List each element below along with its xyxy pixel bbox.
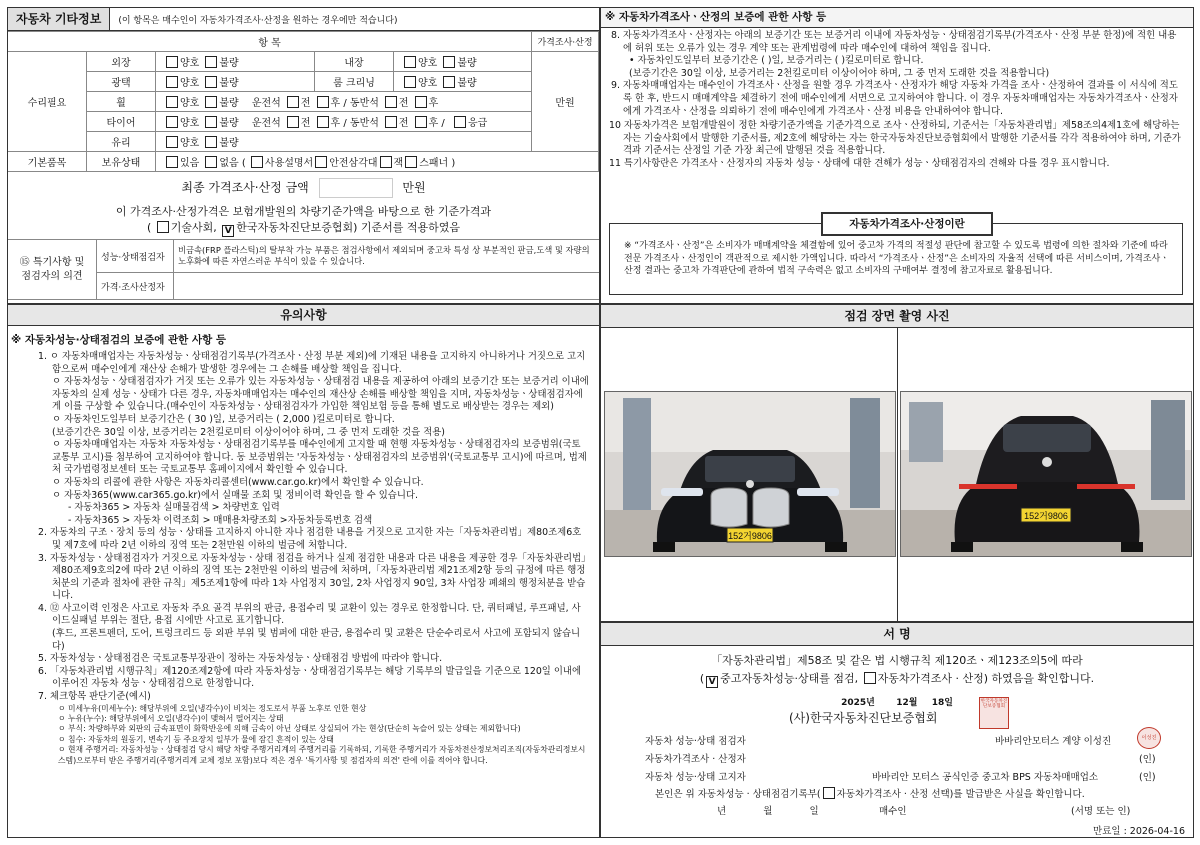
criteria-item: ㅇ 부식: 차량하부와 외판의 금속표면이 화학반응에 의해 금속이 아닌 상태로 상실되어 가는 현상(단순히 녹슬어 있는 상태는 제외합니다)	[58, 724, 521, 734]
notes-subtitle: ※ 자동차성능·상태점검의 보증에 관한 사항 등	[11, 334, 227, 346]
checkbox-bad[interactable]	[205, 136, 217, 148]
row-label-room-cleaning: 룸 크리닝	[315, 72, 394, 92]
note-item: 1. ㅇ 자동차매매업자는 자동차성능ㆍ상태점검기록부(가격조사ㆍ산정 부분 제외)에 기재된 내용을 고지하지 아니하거나 거짓으로 고지함으로써 매수인에게 재산상 손해가 발생한 경우에는 그 손해를 배상할 책임을 집니다.	[38, 351, 586, 375]
sign-date: 년 월 일	[717, 806, 819, 817]
section-header	[8, 8, 599, 31]
rear-plate-text: 152거9806	[1024, 511, 1068, 521]
checkbox-emergency[interactable]	[454, 116, 466, 128]
paragraph-8c: (보증기간은 30일 이상, 보증거리는 2천킬로미터 이상이어야 하며, 그 중 먼저 도래한 것을 적용합니다)	[629, 67, 1050, 79]
checkbox-bad[interactable]	[205, 96, 217, 108]
signature-section	[600, 622, 1194, 838]
criteria-item: ㅇ 미세누유(미세누수): 해당부위에 오일(냉각수)이 비치는 정도로서 부품 노후로 인한 현상	[58, 703, 367, 713]
final-price-label: 최종 가격조사·산정 금액	[181, 180, 309, 195]
price-guarantee-text	[601, 28, 1193, 171]
checkbox-rear[interactable]	[415, 116, 427, 128]
note-item: - 자동차365 > 자동차 실매물검색 > 차량번호 입력	[68, 502, 280, 514]
notes-list	[8, 347, 599, 766]
criteria-list	[52, 704, 589, 766]
checkbox-jack[interactable]	[380, 156, 392, 168]
paragraph-9: 9. 자동차매매업자는 매수인이 가격조사ㆍ산정을 원할 경우 가격조사ㆍ산정자가 해당 자동차 가격을 조사ㆍ산정하여 결과를 이 서식에 적도록 한 후, 반드시 매매계약을 체결하기 전에 매수인에게 서면으로 고지하여야 합니다. 이 경우 자동차매매업자는 자동차가격조사ㆍ산정자에게 가격조사ㆍ산정을 의뢰하기 전에 매수인에게 가격조사ㆍ산정 비용을 안내하여야 합니다.	[611, 80, 1178, 117]
note-item: - 자동차365 > 자동차 이력조회 > 매매용차량조회 >자동차등록번호 검색	[68, 514, 373, 526]
section-note: (이 항목은 매수인이 자동차가격조사·산정을 원하는 경우에만 적습니다)	[118, 15, 398, 26]
front-car-illustration	[605, 392, 895, 556]
col-item-header: 항 목	[8, 32, 532, 52]
note-item: 3. 자동차성능ㆍ상태점검자가 거짓으로 자동차성능ㆍ상태 점검을 하거나 실제 점검한 내용과 다른 내용을 제공한 경우「자동차관리법」제80조제9호의2에 따라 2년 이하의 징역 또는 2천만원 이하의 벌금에 처하며,「자동차관리법 제21조제2항 등의 규정에 따른 행정처분의 기준과 절차에 관한 규칙」제5조제1항에 따라 1차 사업정지 30일, 2차 사업정지 90일, 3차 사업장 폐쇄의 행정처분을 받습니다.	[38, 552, 586, 602]
issuing-organization: (사)한국자동차진단보증협회	[789, 711, 938, 725]
repair-label: 수리필요	[8, 52, 87, 152]
expiry-date: 만료일 : 2026-04-16	[1093, 826, 1185, 837]
note-item: 6. 「자동차관리법 시행규칙」제120조제2항에 따라 자동차성능ㆍ상태점검기록부는 해당 기록부의 발급일을 기준으로 120일 이내에 이루어진 자동차 성능ㆍ상태점검으로 한정합니다.	[38, 665, 582, 690]
rear-car-illustration	[901, 392, 1191, 556]
confirmation-line: ( V 중고자동차성능·상태를 점검, 자동차가격조사 · 산정) 하였음을 확인합니다.	[699, 672, 1095, 687]
note-item: ㅇ 자동차의 리콜에 관한 사항은 자동차리콜센터(www.car.go.kr)에서 확인할 수 있습니다.	[52, 476, 424, 488]
checkbox-manual[interactable]	[251, 156, 263, 168]
row-label-gloss: 광택	[87, 72, 156, 92]
photos-title: 점검 장면 촬영 사진	[601, 305, 1193, 328]
issue-day: 18일	[931, 698, 953, 708]
final-price-row	[8, 178, 599, 198]
checkbox-price-check[interactable]	[864, 672, 876, 684]
basis-text: 이 가격조사·산정가격은 보험개발원의 차량기준가액을 바탕으로 한 기준가격과 ( 기술사회, V 한국자동차진단보증협회) 기준서를 적용하였음	[115, 205, 492, 236]
signature-title: 서 명	[601, 623, 1193, 646]
front-plate-text: 152거9806	[728, 531, 772, 541]
price-unit: 만원	[532, 52, 599, 152]
section-title: 자동차 기타정보	[8, 8, 110, 30]
note-item: 7. 체크항목 판단기준(예시)	[38, 691, 151, 703]
notifier-label: 자동차 성능·상태 고지자	[645, 772, 746, 783]
checkbox-rear[interactable]	[317, 116, 329, 128]
checkbox-bad[interactable]	[205, 56, 217, 68]
rear-car-photo	[900, 391, 1192, 557]
price-assessor-seal: (인)	[1139, 754, 1156, 765]
note-item: 5. 자동차성능ㆍ상태점검은 국토교통부장관이 정하는 자동차성능ㆍ상태점검 방법에 따라야 합니다.	[38, 653, 443, 665]
checkbox-good[interactable]	[166, 116, 178, 128]
issue-date	[601, 695, 1193, 708]
checkbox-good[interactable]	[166, 76, 178, 88]
price-definition-text: ※ “가격조사ㆍ산정”은 소비자가 매매계약을 체결함에 있어 중고차 가격의 적절성 판단에 참고할 수 있도록 법령에 의한 절차와 기준에 따라 전문 가격조사ㆍ산정인이 객관적으로 제시한 가액입니다. 따라서 “가격조사ㆍ산정”은 소비자의 자율적 선택에 따른 서비스이며, 가격조사ㆍ산정 결과는 중고차 가격판단에 관하여 법적 구속력은 없고 소비자의 구매여부 결정에 참고자료로 활용됩니다.	[624, 241, 1169, 276]
photos-section	[600, 304, 1194, 622]
criteria-item: ㅇ 누유(누수): 해당부위에서 오일(냉각수)이 맺혀서 떨어지는 상태	[58, 714, 284, 724]
checkbox-good[interactable]	[404, 76, 416, 88]
paragraph-11: 11 특기사항란은 가격조사ㆍ산정자의 자동차 성능ㆍ상태에 대한 견해가 성능ㆍ상태점검자의 견해와 다를 경우 표시합니다.	[609, 157, 1110, 169]
checkbox-good[interactable]	[404, 56, 416, 68]
row-label-tire: 타이어	[87, 112, 156, 132]
note-item: (후드, 프론트펜더, 도어, 트렁크리드 등 외판 부위 및 범퍼에 대한 판금, 용접수리 및 교환은 단순수리로서 사고에 포함되지 않습니다)	[52, 628, 581, 652]
checkbox-receipt-price[interactable]	[823, 787, 835, 799]
notes-title: 유의사항	[8, 305, 599, 326]
price-inspector-label: 가격·조사산정자	[97, 273, 174, 300]
notifier-seal: (인)	[1139, 772, 1156, 783]
buyer-signature-field[interactable]: (서명 또는 인)	[1071, 806, 1131, 817]
checkbox-spanner[interactable]	[405, 156, 417, 168]
note-item: (보증기간은 30일 이상, 보증거리는 2천킬로미터 이상이어야 하며, 그 중 먼저 도래한 것을 적용)	[52, 426, 445, 438]
checkbox-good[interactable]	[166, 56, 178, 68]
photo-divider	[897, 327, 898, 622]
buyer-label: 매수인	[879, 806, 907, 817]
perf-inspector-label: 성능·상태점검자	[97, 240, 174, 273]
criteria-item: ㅇ 침수: 자동차의 원동기, 변속기 등 주요장치 일부가 물에 잠긴 흔적이 있는 상태	[58, 734, 334, 744]
paragraph-8b: • 자동차인도일부터 보증기간은 ( )일, 보증거리는 ( )킬로미터로 합니다.	[629, 55, 924, 67]
front-car-photo	[604, 391, 896, 557]
notifier-name: 바바리안 모터스 공식인증 중고차 BPS 자동차매매업소	[872, 772, 1099, 783]
price-definition-title: 자동차가격조사·산정이란	[821, 212, 993, 236]
basic-items-label: 기본품목	[8, 152, 87, 172]
criteria-item: ㅇ 현재 주행거리: 자동차성능ㆍ상태점검 당시 해당 차량 주행거리계의 주행거리를 기록하되, 기록한 주행거리가 자동차전산정보처리조직(자동차관리정보시스템)으로부터 받은 주행거리(주행거리계 교체 정보 포함)보다 적은 경우 '특기사항 및 점검자의 의견' 란에 이를 적어야 합니다.	[58, 745, 586, 765]
checkbox-bad[interactable]	[205, 116, 217, 128]
repair-table: 항 목 가격조사·산정 수리필요 외장 양호 불량 내장 양호 불량 만원 광택 양호 불량 룸 크리닝 양호 불량 휠 양호 불량 운전석 전 후 / 동반석 전 후 타이어 양호 불량 운전석 전 후 / 동반석 전 후 / 응급 유리 양호 불량 기본품목 보유상태 있음 없음 ( 사용설명서 안전삼각대 잭 스패너 )	[7, 31, 599, 172]
checkbox-tech-society[interactable]	[157, 221, 169, 233]
checkbox-front[interactable]	[385, 96, 397, 108]
checkbox-none[interactable]	[205, 156, 217, 168]
price-guarantee-section	[600, 7, 1194, 304]
note-item: ㅇ 자동차인도일부터 보증기간은 ( 30 )일, 보증거리는 ( 2,000 )킬로미터로 합니다.	[52, 413, 395, 425]
issue-year: 2025년	[841, 698, 875, 708]
checkbox-bad[interactable]	[443, 56, 455, 68]
receipt-statement: 본인은 위 자동차성능 · 상태점검기록부( 자동차가격조사 · 산정 선택)를 발급받은 사실을 확인합니다.	[655, 789, 1085, 800]
note-item: ㅇ 자동차성능ㆍ상태점검자가 거짓 또는 오류가 있는 자동차성능ㆍ상태점검 내용을 제공하여 아래의 보증기간 또는 보증거리 이내에 자동차의 실제 성능ㆍ상태가 다른 경우, 자동차매매업자는 매수인의 재산상 손해를 배상할 책임을 지며, 자동차성능ㆍ상태점검자에게 이를 구상할 수 있습니다.(매수인이 자동차성능ㆍ상태점검자가 가입한 책임보험 등을 통해 별도로 배상받는 경우는 제외)	[52, 376, 589, 413]
row-label-interior: 내장	[315, 52, 394, 72]
issue-month: 12월	[896, 698, 918, 708]
vehicle-other-info-section	[7, 7, 600, 304]
perf-inspector-opinion: 비금속(FRP 플라스틱)의 탈부착 가능 부품은 점검사항에서 제외되며 중고차 특성 상 부분적인 판금,도색 및 자량의 노후화에 따른 자연스러운 부식이 있을 수 있습니다.	[174, 240, 601, 273]
checkbox-bad[interactable]	[443, 76, 455, 88]
checkbox-kaa[interactable]: V	[222, 225, 234, 237]
checkbox-bad[interactable]	[205, 76, 217, 88]
checkbox-triangle[interactable]	[315, 156, 327, 168]
price-inspector-opinion[interactable]	[174, 273, 601, 300]
checkbox-rear[interactable]	[415, 96, 427, 108]
final-price-unit: 만원	[402, 180, 426, 195]
notes-section	[7, 304, 600, 838]
checkbox-front[interactable]	[287, 96, 299, 108]
checkbox-performance-check[interactable]: V	[706, 676, 718, 688]
price-assessor-label: 자동차가격조사 · 산정자	[645, 754, 746, 765]
checkbox-rear[interactable]	[317, 96, 329, 108]
row-label-exterior: 외장	[87, 52, 156, 72]
legal-basis-line: 「자동차관리법」제58조 및 같은 법 시행규칙 제120조ㆍ제123조의5에 따라	[711, 654, 1083, 667]
inspector-name: 바바리안모터스 계양 이성진	[995, 736, 1112, 747]
special-notes-table	[7, 239, 600, 300]
row-label-glass: 유리	[87, 132, 156, 152]
final-price-input[interactable]	[319, 178, 393, 198]
inspector-seal: 이성진	[1137, 727, 1161, 749]
section-title: ※ 자동차가격조사ㆍ산정의 보증에 관한 사항 등	[601, 8, 1193, 28]
checkbox-good[interactable]	[166, 136, 178, 148]
special-notes-label: ⑮ 특기사항 및 점검자의 의견	[8, 240, 97, 300]
possession-label: 보유상태	[87, 152, 156, 172]
note-item: 4. ⑫ 사고이력 인정은 사고로 자동차 주요 골격 부위의 판금, 용접수리 및 교환이 있는 경우로 한정합니다. 단, 쿼터패널, 루프패널, 사이드실패널 부위는 절단, 용접 시에만 사고로 표기합니다.	[38, 602, 581, 627]
note-item: ㅇ 자동차매매업자는 자동차 자동차성능ㆍ상태점검기록부를 매수인에게 고지할 때 현행 자동차성능ㆍ상태점검자의 보증범위(국토교통부 고시)를 첨부하여 고지하여야 합니다. 동 보증범위는 '자동차성능ㆍ상태점검자의 보증범위'(국토교통부 고시)에 따르며, 법제처 국가법령정보센터 또는 국토교통부 홈페이지에서 확인할 수 있습니다.	[52, 439, 587, 476]
col-price-header: 가격조사·산정	[532, 32, 599, 52]
checkbox-front[interactable]	[287, 116, 299, 128]
checkbox-has[interactable]	[166, 156, 178, 168]
checkbox-good[interactable]	[166, 96, 178, 108]
row-label-wheel: 휠	[87, 92, 156, 112]
note-item: 2. 자동차의 구조ㆍ장치 등의 성능ㆍ상태를 고지하지 아니한 자나 점검한 내용을 거짓으로 고지한 자는「자동차관리법」제80조제6호 및 제7호에 따라 2년 이하의 징역 또는 2천만원 이하의 벌금에 처합니다.	[38, 527, 582, 551]
paragraph-10: 10 자동차가격은 보험개발원이 정한 차량기준가액을 기준가격으로 조사ㆍ산정하되, 기준서는「자동차관리법」제58조의4제1호에 해당하는 자는 기술사회에서 발행한 기준서를, 제2호에 해당하는 자는 한국자동차진단보증협회에서 발행한 기준서를 각각 적용하여야 하며, 기준가격과 기준서는 산정일 기준 가장 최근에 발행된 것을 적용합니다.	[609, 120, 1181, 157]
inspector-label: 자동차 성능·상태 점검자	[645, 736, 746, 747]
checkbox-front[interactable]	[385, 116, 397, 128]
note-item: ㅇ 자동차365(www.car365.go.kr)에서 실매물 조회 및 정비이력 확인을 할 수 있습니다.	[52, 489, 418, 501]
paragraph-8: 8. 자동차가격조사ㆍ산정자는 아래의 보증기간 또는 보증거리 이내에 자동차성능ㆍ상태점검기록부(가격조사ㆍ산정 부분 한정)에 적힌 내용에 허위 또는 오류가 있는 경우 계약 또는 관계법령에 따라 매수인에 대하여 책임을 집니다.	[611, 30, 1177, 54]
organization-seal: 한국자동차진단보증협회	[979, 697, 1009, 729]
